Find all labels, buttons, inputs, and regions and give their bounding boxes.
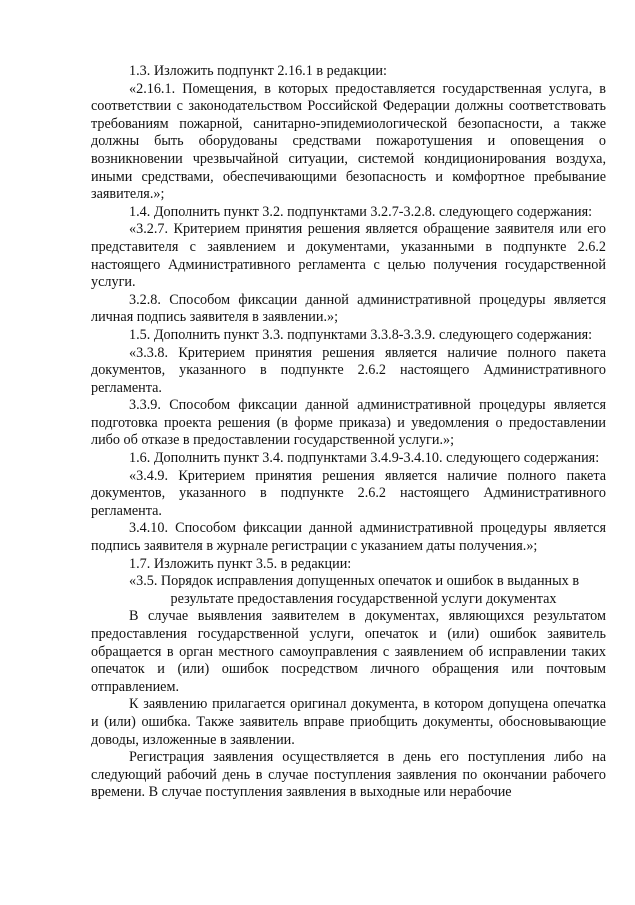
- section-heading-line-1: «3.5. Порядок исправления допущенных опечаток и ошибок в выданных в: [129, 573, 580, 590]
- paragraph-1-4: 1.4. Дополнить пункт 3.2. подпунктами 3.2.7-3.2.8. следующего содержания:: [129, 203, 593, 220]
- paragraph-3-4-9: «3.4.9. Критерием принятия решения является наличие полного пакета документов, указанного в подпункте 2.6.2 настоящего Административного регламента.: [91, 467, 606, 519]
- paragraph-3-3-9: 3.3.9. Способом фиксации данной административной процедуры является подготовка проекта решения (в форме приказа) и уведомления о предоставлении либо об отказе в предоставлении государственной услуги.»;: [91, 397, 606, 449]
- paragraph-1-5: 1.5. Дополнить пункт 3.3. подпунктами 3.3.8-3.3.9. следующего содержания:: [129, 326, 593, 343]
- paragraph-3-4-10: 3.4.10. Способом фиксации данной административной процедуры является подпись заявителя в журнале регистрации с указанием даты получения.»;: [91, 520, 606, 555]
- paragraph-1-7: 1.7. Изложить пункт 3.5. в редакции:: [129, 555, 352, 572]
- document-page: [91, 63, 606, 802]
- paragraph-3-2-7: «3.2.7. Критерием принятия решения является обращение заявителя или его представителя с заявлением и документами, указанными в подпункте 2.6.2 настоящего Административного регламента с целью получения государственной услуги.: [91, 221, 606, 291]
- body-paragraph-1: В случае выявления заявителем в документах, являющихся результатом предоставления государственной услуги, опечаток и (или) ошибок заявитель обращается в орган местного самоуправления с заявлением об исправлении таких опечаток и (или) ошибок посредством личного обращения или почтовым отправлением.: [91, 608, 606, 695]
- paragraph-2-16-1: «2.16.1. Помещения, в которых предоставляется государственная услуга, в соответствии с законодательством Российской Федерации должны соответствовать требованиям пожарной, санитарно-эпидемиологической безопасности, а также должны быть оборудованы средствами пожаротушения и оповещения о возникновении чрезвычайной ситуации, системой кондиционирования воздуха, иными средствами, обеспечивающими безопасность и комфортное пребывание заявителя.»;: [91, 80, 606, 203]
- body-paragraph-2: К заявлению прилагается оригинал документа, в котором допущена опечатка и (или) ошибка. Также заявитель вправе приобщить документы, обосновывающие доводы, изложенные в заявлении.: [91, 696, 606, 748]
- paragraph-1-3: 1.3. Изложить подпункт 2.16.1 в редакции:: [129, 63, 387, 79]
- paragraph-3-3-8: «3.3.8. Критерием принятия решения является наличие полного пакета документов, указанного в подпункте 2.6.2 настоящего Административного регламента.: [91, 344, 606, 396]
- section-heading-line-2: результате предоставления государственной услуги документах: [170, 590, 557, 607]
- body-paragraph-3: Регистрация заявления осуществляется в день его поступления либо на следующий рабочий день в случае поступления заявления по окончании рабочего времени. В случае поступления заявления в выходные или нерабочие: [91, 749, 606, 801]
- paragraph-3-2-8: 3.2.8. Способом фиксации данной административной процедуры является личная подпись заявителя в заявлении.»;: [91, 291, 606, 326]
- paragraph-1-6: 1.6. Дополнить пункт 3.4. подпунктами 3.4.9-3.4.10. следующего содержания:: [129, 450, 600, 467]
